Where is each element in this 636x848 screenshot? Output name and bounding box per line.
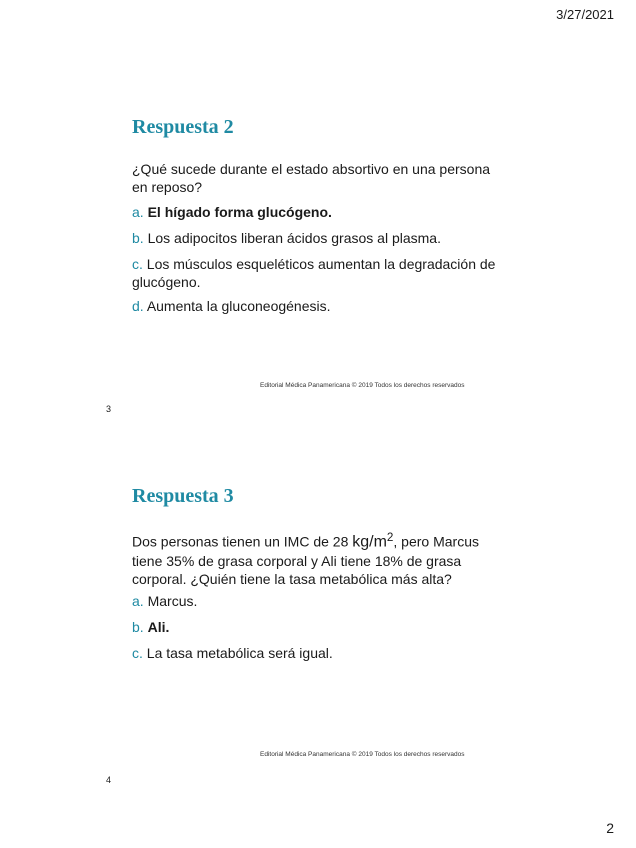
unit-kg-m: kg/m	[352, 533, 387, 551]
option-text: Aumenta la gluconeogénesis.	[146, 298, 331, 314]
option-text: Ali.	[147, 619, 170, 635]
slide-number: 4	[106, 775, 112, 785]
option-d	[132, 297, 502, 315]
copyright-footer: Editorial Médica Panamericana © 2019 Todos los derechos reservados	[260, 751, 465, 758]
question-part-2: , pero Marcus tiene 35% de grasa corporal y Ali tiene 18% de grasa corporal. ¿Quién tiene la tasa metabólica más alta?	[132, 533, 479, 587]
unit-superscript: 2	[386, 531, 394, 544]
option-letter: a.	[132, 593, 144, 609]
option-a	[132, 592, 502, 610]
option-letter: d.	[132, 298, 144, 314]
question-part-1: Dos personas tienen un IMC de 28	[132, 533, 353, 550]
option-text: Los adipocitos liberan ácidos grasos al plasma.	[147, 230, 441, 246]
option-c	[132, 255, 502, 291]
option-a	[132, 203, 502, 221]
print-date: 3/27/2021	[556, 7, 614, 22]
option-letter: c.	[132, 645, 143, 661]
option-letter: b.	[132, 619, 144, 635]
option-b	[132, 229, 502, 247]
option-b	[132, 618, 502, 636]
slide-title: Respuesta 2	[132, 116, 234, 138]
question-text	[132, 529, 492, 588]
option-text: El hígado forma glucógeno.	[147, 204, 332, 220]
option-text: Marcus.	[147, 593, 198, 609]
slide-title: Respuesta 3	[132, 485, 234, 507]
option-letter: a.	[132, 204, 144, 220]
page-number: 2	[606, 820, 614, 836]
copyright-footer: Editorial Médica Panamericana © 2019 Todos los derechos reservados	[260, 382, 465, 389]
option-letter: b.	[132, 230, 144, 246]
option-text: La tasa metabólica será igual.	[146, 645, 333, 661]
question-text: ¿Qué sucede durante el estado absortivo en una persona en reposo?	[132, 161, 491, 195]
option-c	[132, 644, 502, 662]
option-letter: c.	[132, 256, 143, 272]
option-text: Los músculos esqueléticos aumentan la degradación de glucógeno.	[132, 256, 496, 290]
slide-number: 3	[106, 404, 112, 414]
